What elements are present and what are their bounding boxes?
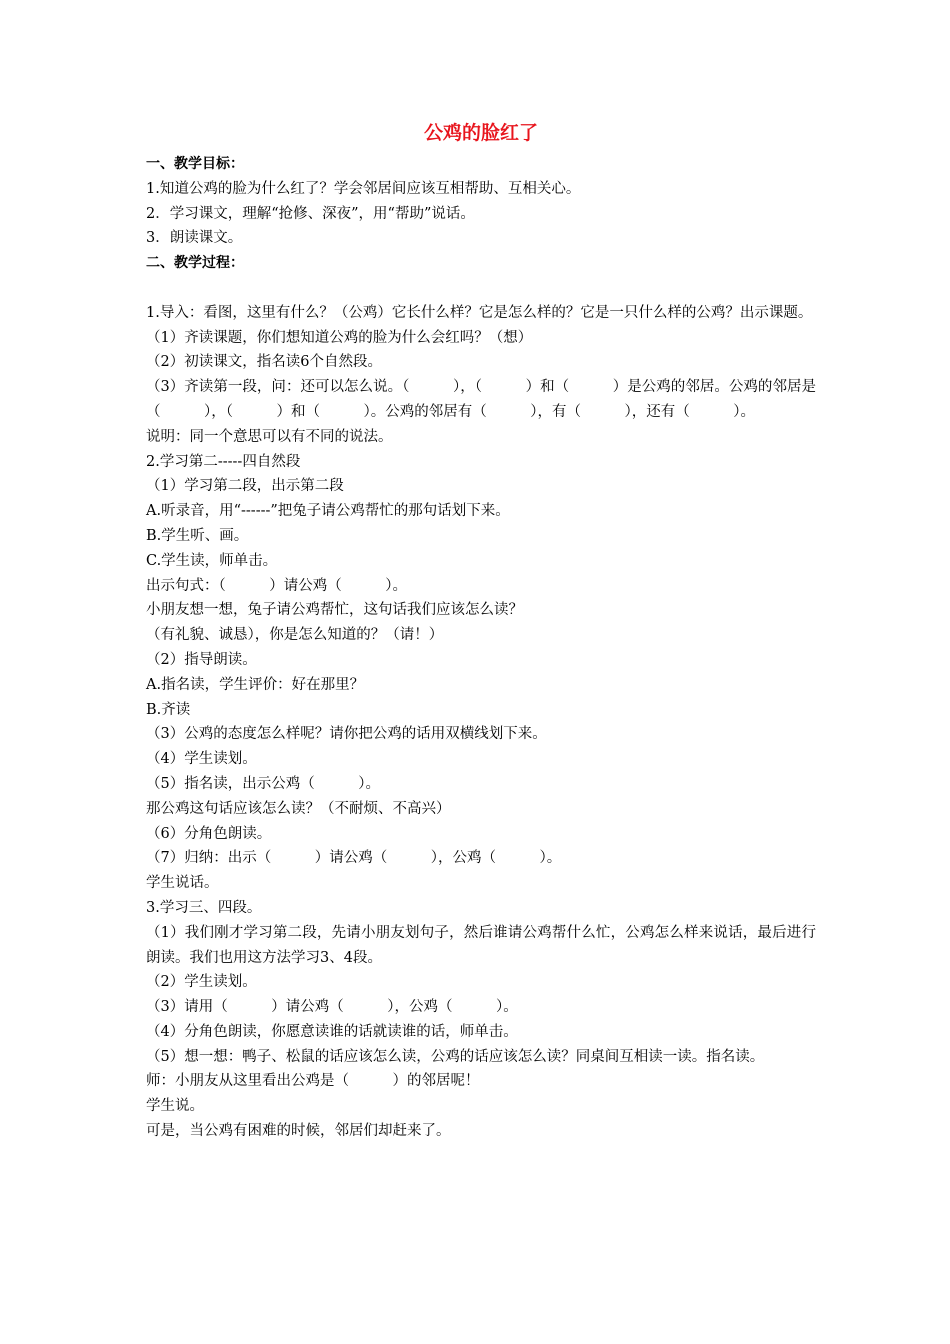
document-page <box>146 118 816 1144</box>
goal-item: 3．朗读课文。 <box>146 230 243 247</box>
process-paragraph: （6）分角色朗读。 <box>146 825 272 842</box>
process-paragraph: （5）想一想：鸭子、松鼠的话应该怎么读，公鸡的话应该怎么读？同桌间互相读一读。指名读。 <box>146 1048 765 1065</box>
process-paragraph: B.齐读 <box>146 701 191 718</box>
process-paragraph: 2.学习第二-----四自然段 <box>146 453 301 470</box>
process-paragraph: （有礼貌、诚恳），你是怎么知道的？（请！） <box>146 627 444 644</box>
process-paragraph: （4）学生读划。 <box>146 751 257 768</box>
goal-item: 2．学习课文，理解“抢修、深夜”，用“帮助”说话。 <box>146 205 475 222</box>
process-paragraph: 可是，当公鸡有困难的时候，邻居们却赶来了。 <box>146 1123 451 1140</box>
process-paragraph: 学生说话。 <box>146 875 219 892</box>
process-paragraph: （2）指导朗读。 <box>146 651 257 668</box>
process-paragraph: A.指名读，学生评价：好在那里？ <box>146 676 365 693</box>
process-paragraph: （1）我们刚才学习第二段，先请小朋友划句子，然后谁请公鸡帮什么忙，公鸡怎么样来说话，最后进行朗读。我们也用这方法学习3、4段。 <box>146 924 816 966</box>
process-paragraph: （7）归纳：出示（ ）请公鸡（ ），公鸡（ ）。 <box>146 850 562 867</box>
process-paragraph: 说明：同一个意思可以有不同的说法。 <box>146 428 393 445</box>
process-paragraph: （4）分角色朗读，你愿意读谁的话就读谁的话，师单击。 <box>146 1023 518 1040</box>
process-paragraph: 出示句式：（ ）请公鸡（ ）。 <box>146 577 407 594</box>
process-paragraph: 3.学习三、四段。 <box>146 899 262 916</box>
process-paragraph: 1.导入：看图，这里有什么？（公鸡）它长什么样？它是怎么样的？它是一只什么样的公鸡？出示课题。 <box>146 304 813 321</box>
process-paragraph: 小朋友想一想，兔子请公鸡帮忙，这句话我们应该怎么读？ <box>146 602 523 619</box>
process-paragraph: （3）请用（ ）请公鸡（ ），公鸡（ ）。 <box>146 999 518 1016</box>
process-paragraph: A.听录音，用“------”把兔子请公鸡帮忙的那句话划下来。 <box>146 503 510 520</box>
process-paragraph: （3）公鸡的态度怎么样呢？请你把公鸡的话用双横线划下来。 <box>146 726 547 743</box>
process-paragraph: （2）学生读划。 <box>146 974 257 991</box>
process-paragraph: C.学生读，师单击。 <box>146 552 278 569</box>
process-paragraph: （3）齐读第一段，问：还可以怎么说。（ ），（ ）和（ ）是公鸡的邻居。公鸡的邻居是（ ），（ ）和（ ）。公鸡的邻居有（ ），有（ ），还有（ ）。 <box>146 379 816 420</box>
process-paragraph: B.学生听、画。 <box>146 527 249 544</box>
section-heading-process: 二、教学过程： <box>146 255 244 272</box>
process-paragraph: 师：小朋友从这里看出公鸡是（ ）的邻居呢！ <box>146 1073 480 1090</box>
process-paragraph: （2）初读课文，指名读6个自然段。 <box>146 354 382 371</box>
process-paragraph: （5）指名读，出示公鸡（ ）。 <box>146 775 380 792</box>
section-heading-goals: 一、教学目标： <box>146 156 244 172</box>
goal-item: 1.知道公鸡的脸为什么红了？学会邻居间应该互相帮助、互相关心。 <box>146 180 581 197</box>
blank-line <box>146 276 816 301</box>
process-paragraph: 那公鸡这句话应该怎么读？（不耐烦、不高兴） <box>146 800 451 817</box>
process-paragraph: （1）学习第二段，出示第二段 <box>146 478 344 495</box>
process-paragraph: 学生说。 <box>146 1098 204 1115</box>
document-title: 公鸡的脸红了 <box>423 122 538 144</box>
process-paragraph: （1）齐读课题，你们想知道公鸡的脸为什么会红吗？（想） <box>146 329 533 346</box>
